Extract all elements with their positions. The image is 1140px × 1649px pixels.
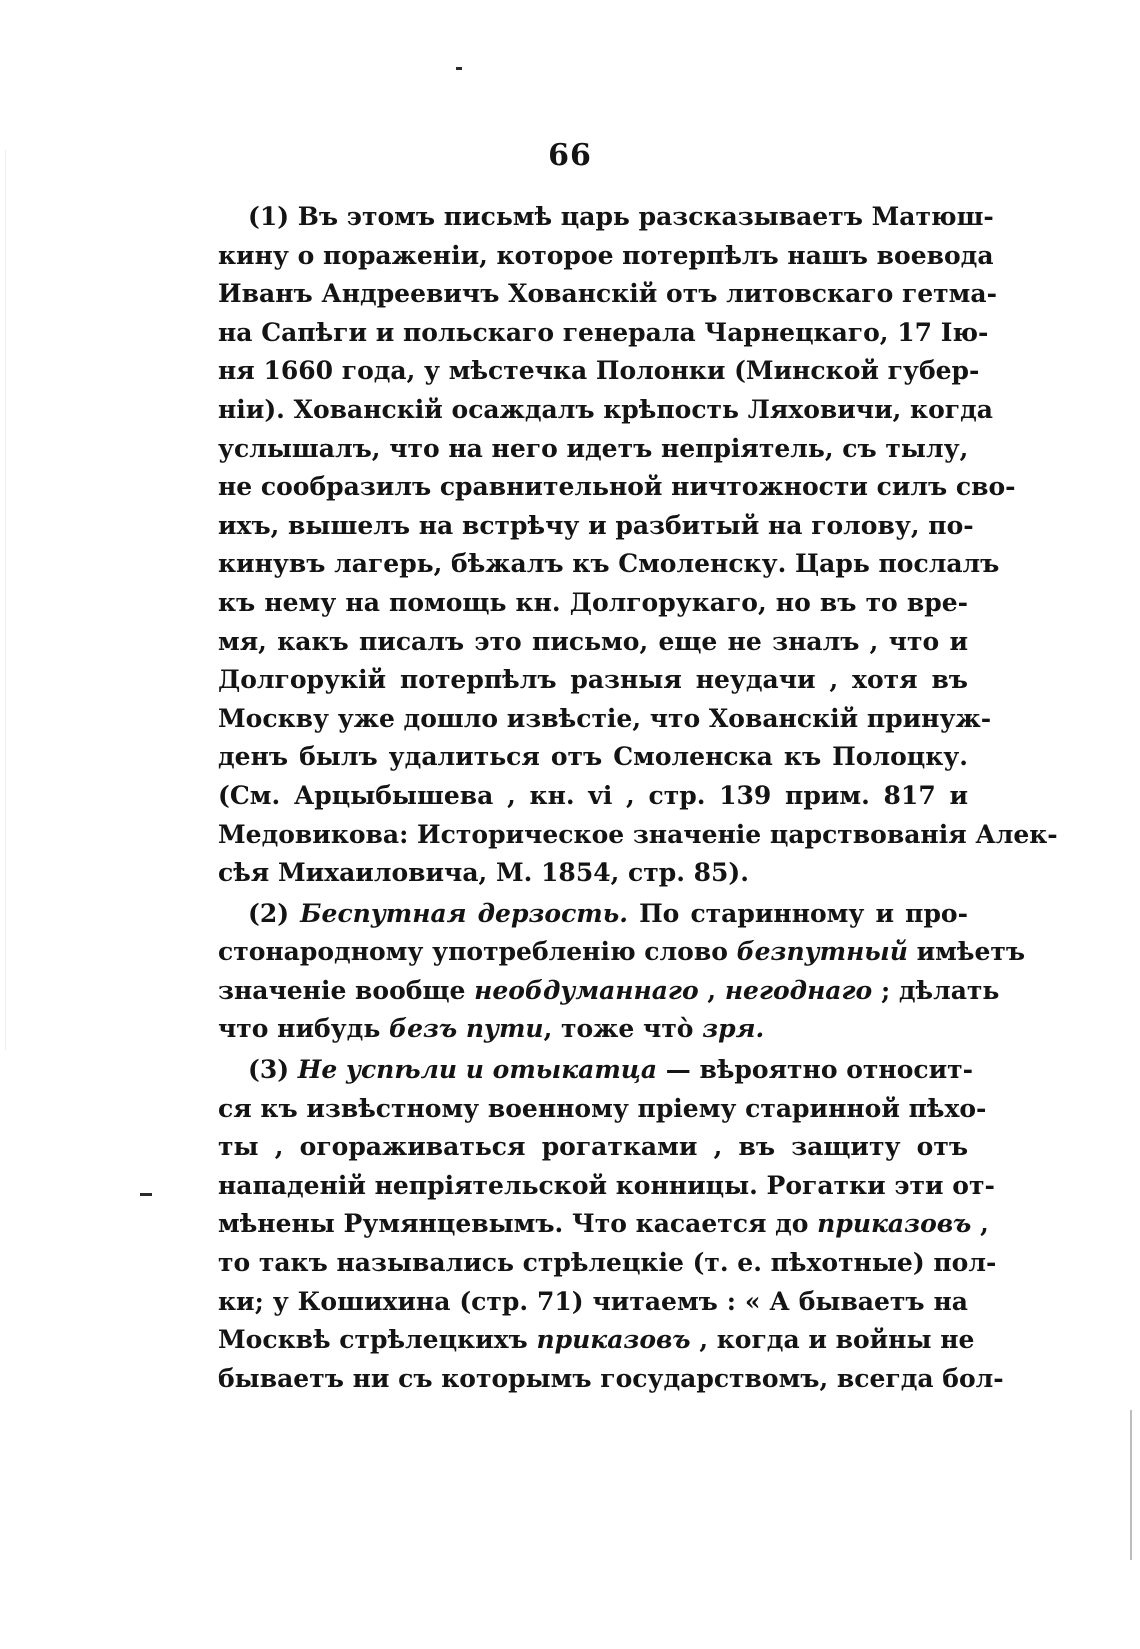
text-line — [218, 854, 968, 893]
italic-term: приказовъ — [817, 1209, 972, 1239]
text-line — [218, 1167, 995, 1206]
text-run: , когда и войны не — [690, 1325, 975, 1355]
text-line — [218, 816, 1058, 855]
text-run: кинувъ лагерь, бѣжалъ къ Смоленску. Царь послалъ — [218, 549, 1000, 579]
text-run: услышалъ, что на него идетъ непріятель, съ тылу, — [218, 433, 969, 463]
text-line — [218, 933, 1026, 972]
text-run: имѣетъ — [907, 937, 1026, 967]
text-run: сѣя Михаиловича, М. 1854, стр. 85). — [218, 858, 749, 888]
text-line — [218, 1244, 997, 1283]
text-run: (2) — [248, 898, 301, 928]
text-line — [218, 1283, 968, 1322]
italic-term: приказовъ — [536, 1325, 691, 1355]
italic-term: Не успѣли и отыкатца — [297, 1055, 658, 1085]
text-line — [218, 895, 968, 934]
text-run: Долгорукій потерпѣлъ разныя неудачи , хотя въ — [218, 665, 968, 695]
text-line — [218, 777, 968, 816]
italic-term: зря. — [702, 1014, 765, 1044]
italic-term: необдуманнаго — [474, 975, 699, 1005]
text-run: Иванъ Андреевичъ Хованскій отъ литовскаго гетма- — [218, 279, 997, 309]
text-run: не сообразилъ сравнительной ничтожности силъ сво- — [218, 472, 1016, 502]
page-edge-right — [1130, 1410, 1132, 1560]
text-run: мя, какъ писалъ это письмо, еще не зналъ , что и — [218, 626, 968, 656]
text-run: бываетъ ни съ которымъ государствомъ, всегда бол- — [218, 1363, 1004, 1393]
text-line — [218, 430, 968, 469]
text-line — [218, 1128, 968, 1167]
footnote-3 — [218, 1051, 1004, 1398]
text-line — [218, 700, 992, 739]
footnote-2 — [218, 895, 1026, 1049]
text-line — [218, 1051, 973, 1090]
text-line — [218, 468, 1016, 507]
text-run: По старинному и про- — [627, 898, 968, 928]
text-line — [218, 661, 968, 700]
text-run: Москву уже дошло извѣстіе, что Хованскій принуж- — [218, 703, 992, 733]
text-run: , — [971, 1209, 989, 1239]
text-line — [218, 545, 1000, 584]
text-line — [218, 1360, 1004, 1399]
text-run: — вѣроятно относит- — [657, 1055, 973, 1085]
text-run: на Сапѣги и польскаго генерала Чарнецкаго, 17 Ію- — [218, 317, 989, 347]
text-run: то такъ назывались стрѣлецкіе (т. е. пѣхотные) пол- — [218, 1248, 997, 1278]
page-edge-left — [5, 150, 6, 1050]
text-line — [218, 1205, 989, 1244]
stray-mark-top — [456, 67, 462, 70]
text-line — [218, 237, 994, 276]
text-line — [218, 352, 980, 391]
page-number: 66 — [548, 138, 592, 173]
text-run: , — [698, 975, 725, 1005]
text-line — [218, 391, 993, 430]
text-run: ты , огораживаться рогатками , въ защиту отъ — [218, 1132, 968, 1162]
text-line — [218, 275, 997, 314]
stray-mark-left — [140, 1193, 152, 1196]
text-run: Медовикова: Историческое значеніе царствованія Алек- — [218, 819, 1058, 849]
text-run: мѣнены Румянцевымъ. Что касается до — [218, 1209, 818, 1239]
footnotes-body — [218, 198, 1058, 1398]
text-line — [218, 1321, 975, 1360]
text-run: (1) Въ этомъ письмѣ царь разсказываетъ Матюш- — [248, 202, 994, 231]
text-line — [218, 972, 1000, 1011]
text-run: Москвѣ стрѣлецкихъ — [218, 1325, 537, 1355]
italic-term: безпутный — [736, 937, 908, 967]
text-run: значеніе вообще — [218, 975, 475, 1005]
text-line — [218, 198, 994, 237]
text-run: нападеній непріятельской конницы. Рогатки эти от- — [218, 1170, 995, 1200]
text-run: ніи). Хованскій осаждалъ крѣпость Ляховичи, когда — [218, 394, 993, 424]
text-run: стонародному употребленію слово — [218, 937, 737, 967]
text-line — [218, 738, 968, 777]
text-run: ; дѣлать — [872, 975, 1000, 1005]
text-line — [218, 1010, 968, 1049]
text-line — [218, 623, 968, 662]
text-line — [218, 584, 968, 623]
italic-term: Беспутная дерзость. — [300, 898, 628, 928]
text-line — [218, 507, 974, 546]
text-run: кину о пораженіи, которое потерпѣлъ нашъ воевода — [218, 240, 994, 270]
text-run: , тоже что̀ — [543, 1014, 703, 1044]
text-run: ки; у Кошихина (стр. 71) читаемъ : « А бываетъ на — [218, 1286, 968, 1316]
text-run: ихъ, вышелъ на встрѣчу и разбитый на голову, по- — [218, 510, 974, 540]
text-line — [218, 1090, 987, 1129]
text-run: денъ былъ удалиться отъ Смоленска къ Полоцку. — [218, 742, 968, 772]
text-run: ся къ извѣстному военному пріему старинной пѣхо- — [218, 1093, 987, 1123]
text-run: (3) — [248, 1055, 298, 1085]
footnote-1 — [218, 198, 1058, 893]
italic-term: негоднаго — [724, 975, 873, 1005]
text-run: ня 1660 года, у мѣстечка Полонки (Минской губер- — [218, 356, 980, 386]
text-line — [218, 314, 989, 353]
text-run: (См. Арцыбышева , кн. vi , стр. 139 прим. 817 и — [218, 780, 968, 810]
text-run: что нибудь — [218, 1014, 390, 1044]
text-run: къ нему на помощь кн. Долгорукаго, но въ то вре- — [218, 587, 968, 617]
italic-term: безъ пути — [389, 1014, 544, 1044]
